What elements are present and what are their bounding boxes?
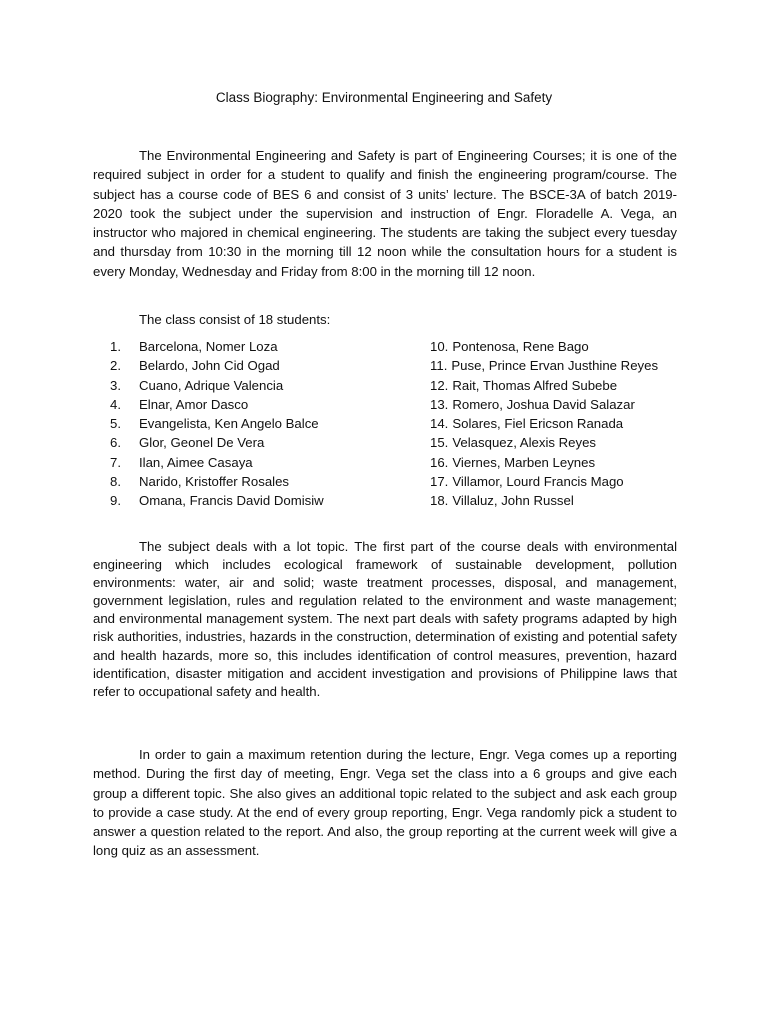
- student-number: 5.: [110, 416, 121, 432]
- student-number: 15.: [430, 435, 449, 451]
- student-list-item: [430, 356, 658, 375]
- student-number: 7.: [110, 454, 121, 470]
- student-name: Glor, Geonel De Vera: [139, 435, 265, 451]
- student-name: Villamor, Lourd Francis Mago: [452, 474, 624, 490]
- intro-paragraph: The Environmental Engineering and Safety is part of Engineering Courses; it is one of the required subject in order for a student to qualify and finish the engineering program/course. The subject has a course code of BES 6 and consist of 3 units’ lecture. The BSCE-3A of batch 2019-2020 took the subject under the supervision and instruction of Engr. Floradelle A. Vega, an instructor who majored in chemical engineering. The students are taking the subject every tuesday and thursday from 10:30 in the morning till 12 noon while the consultation hours for a student is every Monday, Wednesday and Friday from 8:00 in the morning till 12 noon.: [93, 148, 677, 279]
- student-number: 18.: [430, 493, 449, 509]
- student-name: Cuano, Adrique Valencia: [139, 377, 284, 393]
- student-number: 4.: [110, 396, 121, 412]
- student-number: 12.: [430, 377, 449, 393]
- document-title: Class Biography: Environmental Engineering and Safety: [215, 90, 553, 105]
- student-list-item: [110, 414, 324, 433]
- student-number: 14.: [430, 416, 449, 432]
- student-list-intro: The class consist of 18 students:: [139, 312, 331, 327]
- student-list-item: [430, 472, 658, 491]
- student-number: 10.: [430, 339, 449, 354]
- student-number: 1.: [110, 339, 121, 354]
- student-name: Villaluz, John Russel: [452, 493, 574, 509]
- student-name: Rait, Thomas Alfred Subebe: [452, 377, 618, 393]
- student-list-item: [430, 453, 658, 472]
- student-name: Solares, Fiel Ericson Ranada: [452, 416, 624, 432]
- student-list-item: [430, 376, 658, 395]
- student-list-left: [110, 337, 324, 511]
- student-list-right: [430, 337, 658, 511]
- student-list-item: [110, 356, 324, 375]
- student-name: Ilan, Aimee Casaya: [139, 454, 253, 470]
- student-name: Belardo, John Cid Ogad: [139, 358, 280, 374]
- student-name: Viernes, Marben Leynes: [452, 454, 596, 470]
- reporting-method-paragraph: In order to gain a maximum retention during the lecture, Engr. Vega comes up a reporting method. During the first day of meeting, Engr. Vega set the class into a 6 groups and give each group a different topic. She also gives an additional topic related to the subject and ask each group to provide a case study. At the end of every group reporting, Engr. Vega randomly pick a student to answer a question related to the report. And also, the group reporting at the current week will give a long quiz as an assessment.: [93, 747, 677, 859]
- student-name: Elnar, Amor Dasco: [139, 396, 249, 412]
- student-list-item: [430, 414, 658, 433]
- student-name: Romero, Joshua David Salazar: [452, 396, 635, 412]
- student-number: 6.: [110, 435, 121, 451]
- student-name: Pontenosa, Rene Bago: [452, 339, 589, 354]
- student-list-item: [430, 337, 658, 356]
- student-list-item: [430, 395, 658, 414]
- student-list-item: [430, 491, 658, 510]
- student-name: Puse, Prince Ervan Justhine Reyes: [451, 358, 659, 374]
- student-list-item: [110, 395, 324, 414]
- course-content-paragraph: The subject deals with a lot topic. The first part of the course deals with environmental engineering which includes ecological framework of sustainable development, pollution environments: water, air and solid; waste treatment processes, disposal, and management, government legislation, rules and regulation related to the environment and waste management; and environmental management system. The next part deals with safety programs adapted by high risk authorities, industries, hazards in the construction, determination of existing and potential safety and health hazards, more so, this includes identification of control measures, prevention, hazard identification, disaster mitigation and accident investigation and provisions of Philippine laws that refer to occupational safety and health.: [93, 539, 677, 699]
- student-number: 8.: [110, 474, 121, 490]
- student-list-item: [110, 337, 324, 356]
- student-name: Barcelona, Nomer Loza: [139, 339, 278, 354]
- student-list-item: [110, 433, 324, 452]
- student-name: Evangelista, Ken Angelo Balce: [139, 416, 319, 432]
- student-name: Narido, Kristoffer Rosales: [139, 474, 290, 490]
- student-number: 17.: [430, 474, 449, 490]
- student-list-item: [110, 472, 324, 491]
- student-list-item: [110, 491, 324, 510]
- student-list-item: [110, 453, 324, 472]
- student-number: 9.: [110, 493, 121, 509]
- student-name: Omana, Francis David Domisiw: [139, 493, 324, 509]
- student-list-item: [430, 433, 658, 452]
- student-number: 3.: [110, 377, 121, 393]
- student-number: 13.: [430, 396, 449, 412]
- student-number: 2.: [110, 358, 121, 374]
- student-number: 11.: [430, 358, 448, 374]
- student-number: 16.: [430, 454, 449, 470]
- student-name: Velasquez, Alexis Reyes: [452, 435, 597, 451]
- student-list-item: [110, 376, 324, 395]
